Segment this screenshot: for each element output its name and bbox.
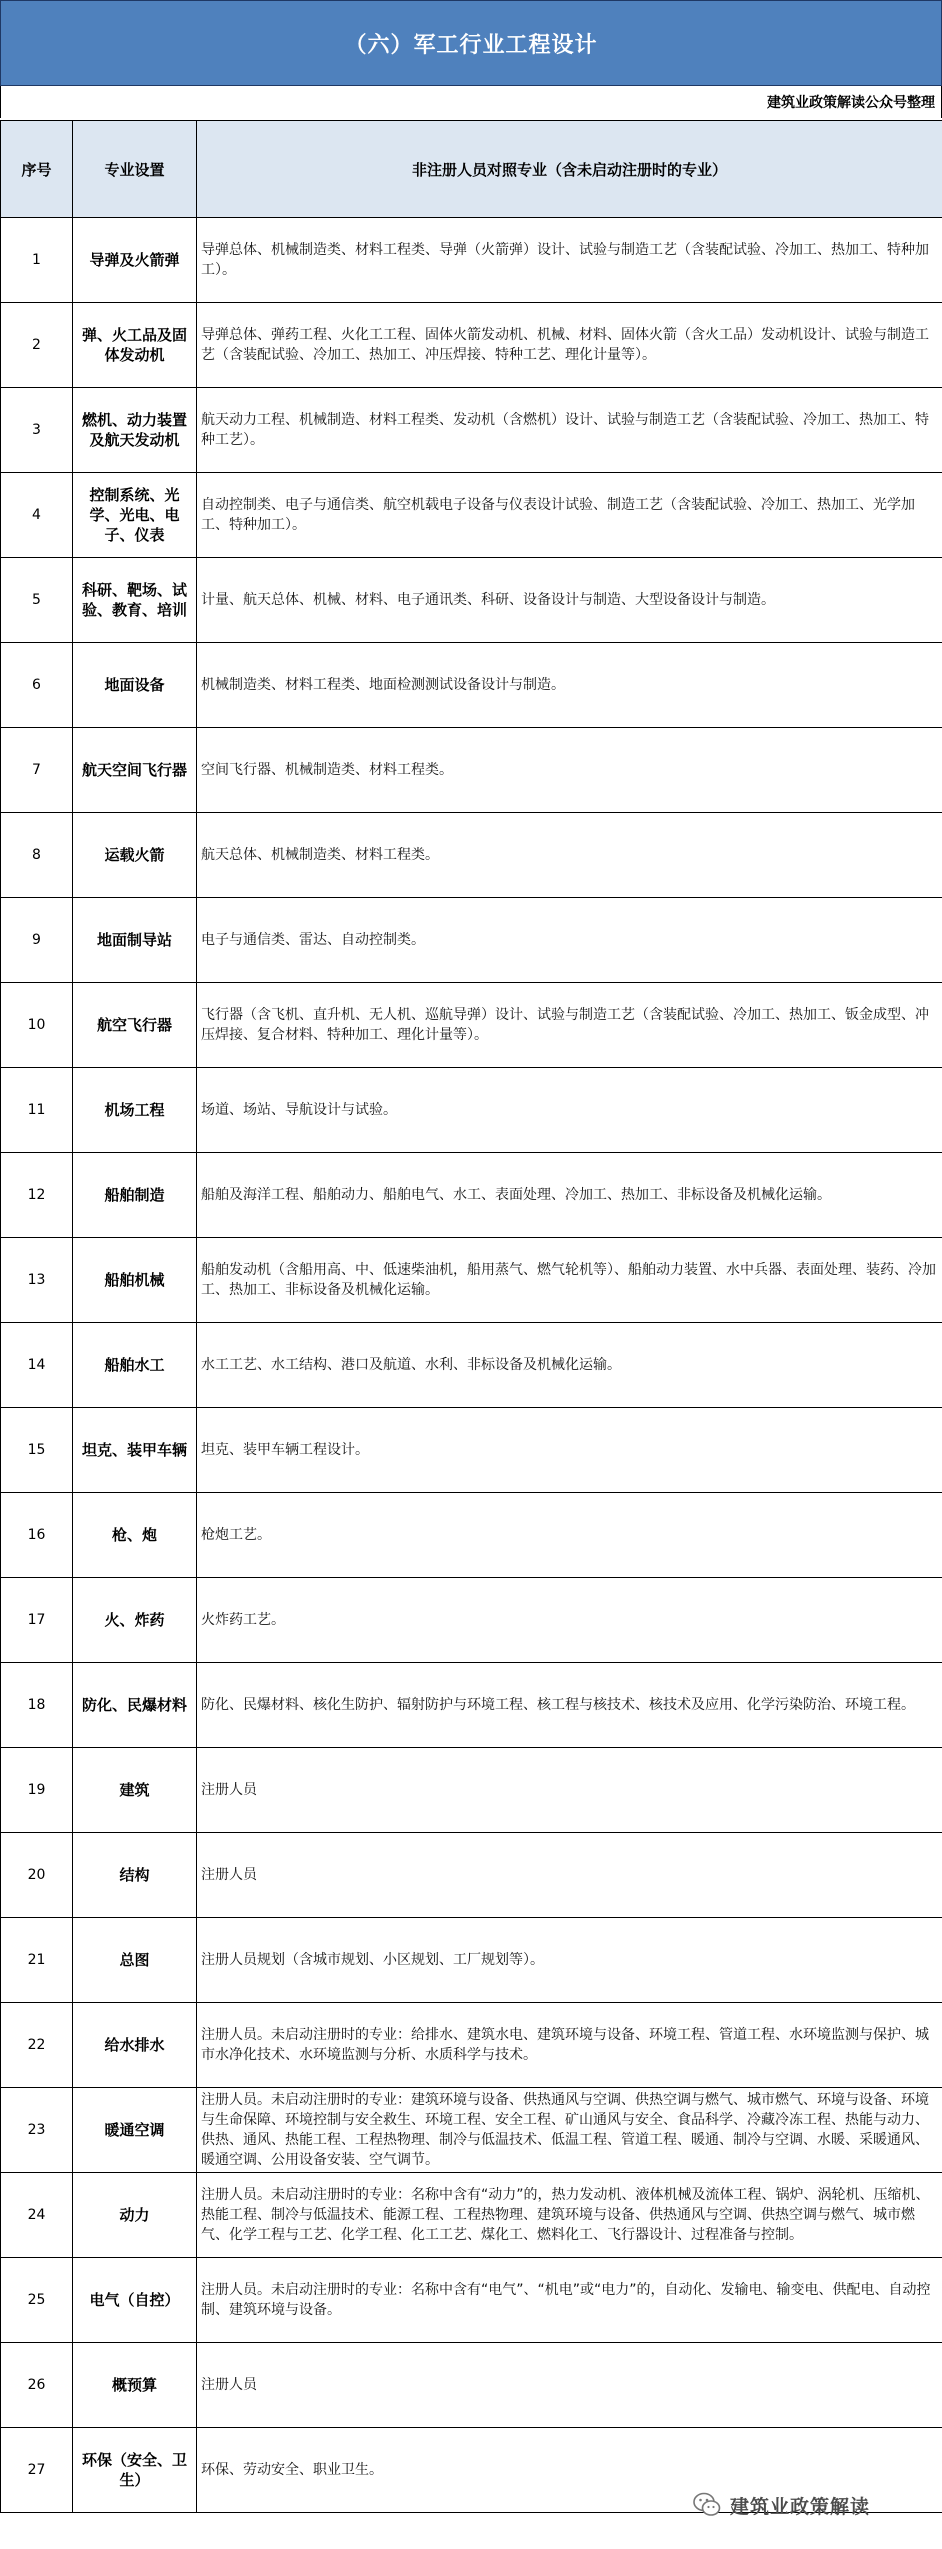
row-specialty: 结构 (73, 1833, 197, 1918)
table-row (1, 1578, 942, 1663)
row-number: 24 (1, 2173, 73, 2258)
row-number: 15 (1, 1408, 73, 1493)
table-row (1, 1323, 942, 1408)
row-specialty: 科研、靶场、试验、教育、培训 (73, 558, 197, 643)
table-row (1, 303, 942, 388)
table-row (1, 2173, 942, 2258)
row-specialty: 船舶水工 (73, 1323, 197, 1408)
row-majors: 注册人员 (197, 2343, 942, 2428)
row-number: 1 (1, 218, 73, 303)
row-majors: 注册人员规划（含城市规划、小区规划、工厂规划等）。 (197, 1918, 942, 2003)
table-row (1, 2258, 942, 2343)
row-number: 9 (1, 898, 73, 983)
source-note: 建筑业政策解读公众号整理 (767, 95, 935, 111)
table-row (1, 643, 942, 728)
table-row (1, 2003, 942, 2088)
source-bar (0, 86, 942, 118)
row-number: 16 (1, 1493, 73, 1578)
table-row (1, 898, 942, 983)
row-majors: 水工工艺、水工结构、港口及航道、水利、非标设备及机械化运输。 (197, 1323, 942, 1408)
row-number: 5 (1, 558, 73, 643)
watermark-text: 建筑业政策解读 (730, 2495, 871, 2518)
row-number: 22 (1, 2003, 73, 2088)
header-specialty: 专业设置 (73, 121, 197, 218)
row-majors: 计量、航天总体、机械、材料、电子通讯类、科研、设备设计与制造、大型设备设计与制造。 (197, 558, 942, 643)
row-number: 14 (1, 1323, 73, 1408)
row-specialty: 枪、炮 (73, 1493, 197, 1578)
table-row (1, 558, 942, 643)
row-number: 18 (1, 1663, 73, 1748)
row-number: 25 (1, 2258, 73, 2343)
row-specialty: 机场工程 (73, 1068, 197, 1153)
row-specialty: 动力 (73, 2173, 197, 2258)
row-majors: 场道、场站、导航设计与试验。 (197, 1068, 942, 1153)
row-number: 26 (1, 2343, 73, 2428)
row-majors: 注册人员。未启动注册时的专业：给排水、建筑水电、建筑环境与设备、环境工程、管道工程、水环境监测与保护、城市水净化技术、水环境监测与分析、水质科学与技术。 (197, 2003, 942, 2088)
row-specialty: 弹、火工品及固体发动机 (73, 303, 197, 388)
row-number: 8 (1, 813, 73, 898)
row-majors: 电子与通信类、雷达、自动控制类。 (197, 898, 942, 983)
row-number: 12 (1, 1153, 73, 1238)
row-specialty: 航空飞行器 (73, 983, 197, 1068)
table-row (1, 983, 942, 1068)
table-row (1, 1408, 942, 1493)
row-specialty: 电气（自控） (73, 2258, 197, 2343)
row-specialty: 火、炸药 (73, 1578, 197, 1663)
table-row (1, 813, 942, 898)
header-majors: 非注册人员对照专业（含未启动注册时的专业） (197, 121, 942, 218)
row-majors: 注册人员。未启动注册时的专业：名称中含有“动力”的，热力发动机、液体机械及流体工程、锅炉、涡轮机、压缩机、热能工程、制冷与低温技术、能源工程、工程热物理、建筑环境与设备、供热通风与空调、供热空调与燃气、城市燃气、化学工程与工艺、化学工程、化工工艺、煤化工、燃料化工、飞行器设计、过程准备与控制。 (197, 2173, 942, 2258)
row-specialty: 运载火箭 (73, 813, 197, 898)
row-majors: 坦克、装甲车辆工程设计。 (197, 1408, 942, 1493)
table-row (1, 1748, 942, 1833)
row-majors: 导弹总体、机械制造类、材料工程类、导弹（火箭弹）设计、试验与制造工艺（含装配试验、冷加工、热加工、特种加工）。 (197, 218, 942, 303)
row-majors: 空间飞行器、机械制造类、材料工程类。 (197, 728, 942, 813)
row-majors: 飞行器（含飞机、直升机、无人机、巡航导弹）设计、试验与制造工艺（含装配试验、冷加工、热加工、钣金成型、冲压焊接、复合材料、特种加工、理化计量等）。 (197, 983, 942, 1068)
table-row (1, 473, 942, 558)
row-number: 23 (1, 2088, 73, 2173)
row-majors: 枪炮工艺。 (197, 1493, 942, 1578)
row-majors: 船舶及海洋工程、船舶动力、船舶电气、水工、表面处理、冷加工、热加工、非标设备及机械化运输。 (197, 1153, 942, 1238)
table-row (1, 2088, 942, 2173)
row-specialty: 船舶机械 (73, 1238, 197, 1323)
row-number: 21 (1, 1918, 73, 2003)
row-number: 19 (1, 1748, 73, 1833)
row-number: 27 (1, 2428, 73, 2513)
table-header-row (1, 121, 942, 218)
row-majors: 防化、民爆材料、核化生防护、辐射防护与环境工程、核工程与核技术、核技术及应用、化学污染防治、环境工程。 (197, 1663, 942, 1748)
row-specialty: 船舶制造 (73, 1153, 197, 1238)
table-row (1, 1493, 942, 1578)
title-bar (0, 0, 942, 86)
row-number: 13 (1, 1238, 73, 1323)
row-number: 11 (1, 1068, 73, 1153)
row-majors: 注册人员 (197, 1833, 942, 1918)
row-number: 3 (1, 388, 73, 473)
row-majors: 航天总体、机械制造类、材料工程类。 (197, 813, 942, 898)
table-row (1, 728, 942, 813)
row-number: 20 (1, 1833, 73, 1918)
row-specialty: 燃机、动力装置及航天发动机 (73, 388, 197, 473)
row-number: 7 (1, 728, 73, 813)
row-specialty: 总图 (73, 1918, 197, 2003)
table-row (1, 388, 942, 473)
table-row (1, 218, 942, 303)
specialty-table (0, 120, 942, 2513)
row-specialty: 航天空间飞行器 (73, 728, 197, 813)
row-majors: 注册人员 (197, 1748, 942, 1833)
row-majors: 导弹总体、弹药工程、火化工工程、固体火箭发动机、机械、材料、固体火箭（含火工品）发动机设计、试验与制造工艺（含装配试验、冷加工、热加工、冲压焊接、特种工艺、理化计量等）。 (197, 303, 942, 388)
row-specialty: 防化、民爆材料 (73, 1663, 197, 1748)
row-majors: 航天动力工程、机械制造、材料工程类、发动机（含燃机）设计、试验与制造工艺（含装配试验、冷加工、热加工、特种工艺）。 (197, 388, 942, 473)
table-row (1, 1663, 942, 1748)
row-specialty: 建筑 (73, 1748, 197, 1833)
row-number: 6 (1, 643, 73, 728)
watermark (692, 2490, 870, 2520)
row-specialty: 控制系统、光学、光电、电子、仪表 (73, 473, 197, 558)
page-title: （六）军工行业工程设计 (344, 32, 598, 58)
row-specialty: 坦克、装甲车辆 (73, 1408, 197, 1493)
table-row (1, 1068, 942, 1153)
header-no: 序号 (1, 121, 73, 218)
row-number: 10 (1, 983, 73, 1068)
row-specialty: 导弹及火箭弹 (73, 218, 197, 303)
row-majors: 火炸药工艺。 (197, 1578, 942, 1663)
row-specialty: 概预算 (73, 2343, 197, 2428)
table-row (1, 2343, 942, 2428)
row-specialty: 地面制导站 (73, 898, 197, 983)
table-row (1, 1918, 942, 2003)
wechat-icon (692, 2490, 722, 2520)
row-majors: 机械制造类、材料工程类、地面检测测试设备设计与制造。 (197, 643, 942, 728)
row-majors: 注册人员。未启动注册时的专业：名称中含有“电气”、“机电”或“电力”的，自动化、发输电、输变电、供配电、自动控制、建筑环境与设备。 (197, 2258, 942, 2343)
row-majors: 注册人员。未启动注册时的专业：建筑环境与设备、供热通风与空调、供热空调与燃气、城市燃气、环境与设备、环境与生命保障、环境控制与安全救生、环境工程、安全工程、矿山通风与安全、食品科学、冷藏冷冻工程、热能与动力、供热、通风、热能工程、工程热物理、制冷与低温技术、低温工程、管道工程、暖通、制冷与空调、水暖、采暖通风、暖通空调、公用设备安装、空气调节。 (197, 2088, 942, 2173)
table-row (1, 1833, 942, 1918)
row-specialty: 给水排水 (73, 2003, 197, 2088)
row-majors: 船舶发动机（含船用高、中、低速柴油机，船用蒸气、燃气轮机等）、船舶动力装置、水中兵器、表面处理、装药、冷加工、热加工、非标设备及机械化运输。 (197, 1238, 942, 1323)
row-specialty: 环保（安全、卫生） (73, 2428, 197, 2513)
row-specialty: 地面设备 (73, 643, 197, 728)
row-number: 17 (1, 1578, 73, 1663)
row-number: 2 (1, 303, 73, 388)
row-specialty: 暖通空调 (73, 2088, 197, 2173)
row-majors: 自动控制类、电子与通信类、航空机载电子设备与仪表设计试验、制造工艺（含装配试验、冷加工、热加工、光学加工、特种加工）。 (197, 473, 942, 558)
table-row (1, 1153, 942, 1238)
row-number: 4 (1, 473, 73, 558)
table-row (1, 1238, 942, 1323)
row-majors: 环保、劳动安全、职业卫生。 (197, 2428, 942, 2513)
